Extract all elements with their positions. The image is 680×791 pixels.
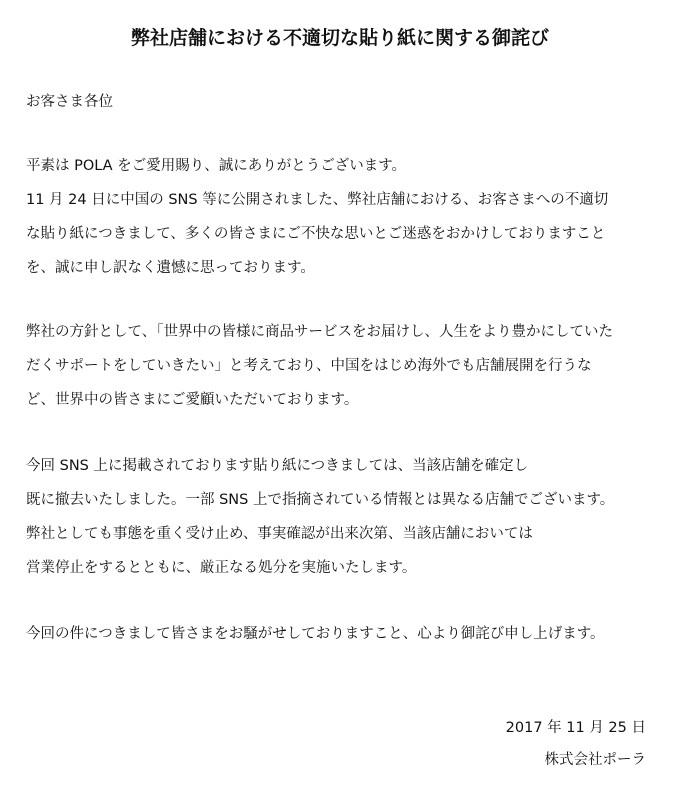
paragraph1-line-1: 平素は POLA をご愛用賜り、誠にありがとうございます。 bbox=[26, 158, 407, 174]
paragraph1-line-2: 11 月 24 日に中国の SNS 等に公開されました、弊社店舗における、お客さまへの不適切 bbox=[26, 192, 609, 208]
document-title: 弊社店舗における不適切な貼り紙に関する御詫び bbox=[130, 27, 549, 49]
company-name: 株式会社ポーラ bbox=[544, 752, 646, 768]
paragraph3-line-2: 既に撤去いたしました。一部 SNS 上で指摘されている情報とは異なる店舗でございます。 bbox=[26, 492, 615, 508]
paragraph2-line-3: ど、世界中の皆さまにご愛顧いただいております。 bbox=[26, 392, 359, 408]
paragraph1-line-3: な貼り紙につきまして、多くの皆さまにご不快な思いとご迷惑をおかけしておりますこと bbox=[26, 226, 606, 242]
paragraph4-line-1: 今回の件につきまして皆さまをお騒がせしておりますこと、心より御詫び申し上げます。 bbox=[26, 626, 605, 642]
paragraph2-line-2: だくサポートをしていきたい」と考えており、中国をはじめ海外でも店舗展開を行うな bbox=[26, 358, 592, 374]
document-date: 2017 年 11 月 25 日 bbox=[505, 720, 646, 736]
paragraph3-line-3: 弊社としても事態を重く受け止め、事実確認が出来次第、当該店舗においては bbox=[26, 526, 533, 542]
paragraph2-line-1: 弊社の方針として、「世界中の皆様に商品サービスをお届けし、人生をより豊かにしていた bbox=[26, 324, 613, 340]
paragraph3-line-4: 営業停止をするとともに、厳正なる処分を実施いたします。 bbox=[26, 560, 417, 576]
paragraph3-line-1: 今回 SNS 上に掲載されております貼り紙につきましては、当該店舗を確定し bbox=[26, 458, 529, 474]
paragraph1-line-4: を、誠に申し訳なく遺憾に思っております。 bbox=[26, 260, 315, 276]
salutation: お客さま各位 bbox=[26, 94, 113, 110]
